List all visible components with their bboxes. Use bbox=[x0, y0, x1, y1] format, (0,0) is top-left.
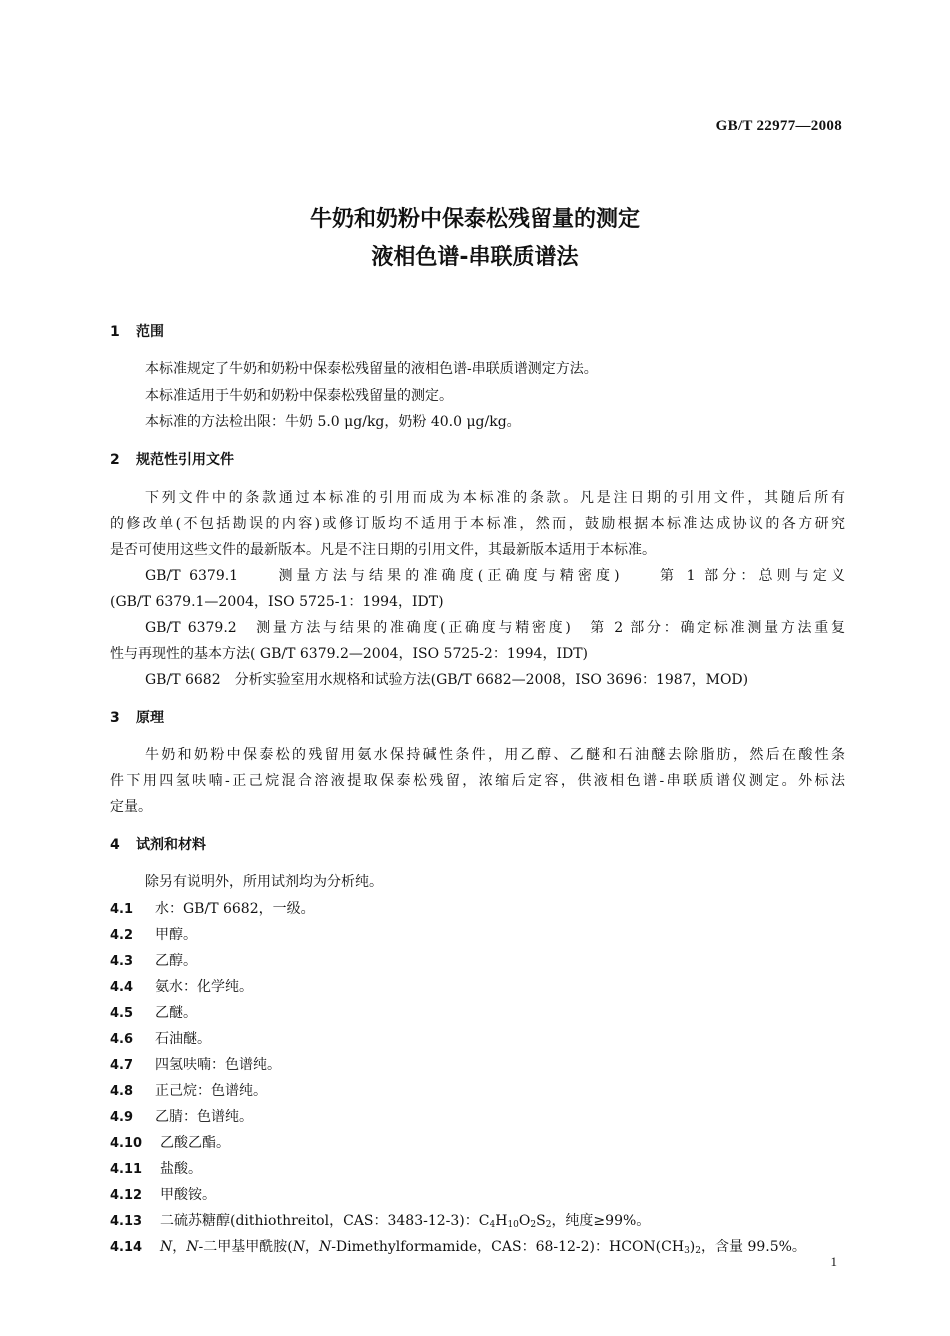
list-item bbox=[110, 950, 197, 970]
paragraph-line: 牛奶和奶粉中保泰松的残留用氨水保持碱性条件，用乙醇、乙醚和石油醚去除脂肪，然后在酸性条 bbox=[145, 747, 845, 763]
list-item bbox=[110, 924, 197, 944]
paragraph-line: 是否可使用这些文件的最新版本。凡是不注日期的引用文件，其最新版本适用于本标准。 bbox=[110, 542, 656, 558]
item-number: 4.6 bbox=[110, 1032, 134, 1047]
section-number: 2 bbox=[110, 452, 120, 468]
list-item bbox=[110, 1210, 650, 1230]
item-number: 4.14 bbox=[110, 1240, 143, 1255]
paragraph-line: 件下用四氢呋喃-正己烷混合溶液提取保泰松残留，浓缩后定容，供液相色谱-串联质谱仪测定。外标法 bbox=[110, 773, 845, 789]
item-number: 4.13 bbox=[110, 1214, 143, 1229]
item-text: 二硫苏糖醇(dithiothreitol，CAS：3483-12-3)：$C_4H_{10}O_2S_2$，纯度≥99%。 bbox=[160, 1213, 651, 1230]
item-text: 盐酸。 bbox=[160, 1161, 202, 1177]
item-text: 乙腈：色谱纯。 bbox=[155, 1109, 253, 1125]
item-text: 石油醚。 bbox=[155, 1031, 211, 1047]
list-item bbox=[110, 1080, 267, 1100]
page-number: 1 bbox=[830, 1254, 837, 1269]
section-3-heading bbox=[110, 707, 164, 727]
item-number: 4.1 bbox=[110, 902, 134, 917]
list-item bbox=[110, 1132, 230, 1152]
section-2-heading bbox=[110, 449, 234, 469]
list-item bbox=[110, 1028, 211, 1048]
section-number: 1 bbox=[110, 324, 120, 340]
paragraph: 本标准的方法检出限：牛奶 5.0 μg/kg，奶粉 40.0 μg/kg。 bbox=[145, 414, 521, 430]
standard-code: GB/T 22977—2008 bbox=[715, 118, 842, 134]
item-text: 四氢呋喃：色谱纯。 bbox=[155, 1057, 281, 1073]
document-title-line2: 液相色谱-串联质谱法 bbox=[371, 245, 579, 270]
list-item bbox=[110, 1236, 806, 1256]
item-number: 4.9 bbox=[110, 1110, 134, 1125]
reference-entry: GB/T 6682 分析实验室用水规格和试验方法(GB/T 6682—2008，ISO 3696：1987，MOD) bbox=[145, 672, 749, 688]
item-number: 4.8 bbox=[110, 1084, 134, 1099]
section-1-heading bbox=[110, 321, 164, 341]
section-title: 原理 bbox=[136, 710, 164, 726]
item-text: 甲醇。 bbox=[155, 927, 197, 943]
paragraph: 本标准规定了牛奶和奶粉中保泰松残留量的液相色谱-串联质谱测定方法。 bbox=[145, 361, 598, 377]
reference-entry-cont: (GB/T 6379.1—2004，ISO 5725-1：1994，IDT) bbox=[110, 594, 444, 610]
paragraph-line: 下列文件中的条款通过本标准的引用而成为本标准的条款。凡是注日期的引用文件，其随后所有 bbox=[145, 490, 845, 506]
item-number: 4.2 bbox=[110, 928, 134, 943]
paragraph-line: 定量。 bbox=[110, 799, 152, 815]
list-item bbox=[110, 1184, 216, 1204]
section-number: 3 bbox=[110, 710, 120, 726]
list-item bbox=[110, 1002, 197, 1022]
section-title: 范围 bbox=[136, 324, 164, 340]
item-text: 正己烷：色谱纯。 bbox=[155, 1083, 267, 1099]
list-item bbox=[110, 898, 315, 918]
paragraph: 除另有说明外，所用试剂均为分析纯。 bbox=[145, 874, 383, 890]
item-text: 乙醚。 bbox=[155, 1005, 197, 1021]
item-text: 水：GB/T 6682，一级。 bbox=[155, 901, 315, 917]
item-number: 4.7 bbox=[110, 1058, 134, 1073]
section-title: 规范性引用文件 bbox=[136, 452, 234, 468]
item-number: 4.12 bbox=[110, 1188, 143, 1203]
section-title: 试剂和材料 bbox=[136, 837, 206, 853]
list-item bbox=[110, 976, 253, 996]
item-text: 甲酸铵。 bbox=[160, 1187, 216, 1203]
item-number: 4.3 bbox=[110, 954, 134, 969]
item-text: N，N-二甲基甲酰胺(N，N-Dimethylformamide，CAS：68-12-2)：$HCON(CH_3)_2$，含量 99.5%。 bbox=[160, 1239, 806, 1256]
list-item bbox=[110, 1054, 281, 1074]
item-number: 4.5 bbox=[110, 1006, 134, 1021]
reference-entry-cont: 性与再现性的基本方法( GB/T 6379.2—2004，ISO 5725-2：1994，IDT) bbox=[110, 646, 589, 662]
section-number: 4 bbox=[110, 837, 120, 853]
item-text: 乙酸乙酯。 bbox=[160, 1135, 230, 1151]
item-text: 乙醇。 bbox=[155, 953, 197, 969]
list-item bbox=[110, 1158, 202, 1178]
paragraph-line: 的修改单(不包括勘误的内容)或修订版均不适用于本标准，然而，鼓励根据本标准达成协议的各方研究 bbox=[110, 516, 845, 532]
item-number: 4.10 bbox=[110, 1136, 143, 1151]
item-text: 氨水：化学纯。 bbox=[155, 979, 253, 995]
list-item bbox=[110, 1106, 253, 1126]
reference-entry: GB/T 6379.2 测量方法与结果的准确度(正确度与精密度) 第 2 部分：确定标准测量方法重复 bbox=[145, 620, 845, 636]
item-number: 4.4 bbox=[110, 980, 134, 995]
document-title-line1: 牛奶和奶粉中保泰松残留量的测定 bbox=[309, 207, 640, 232]
item-number: 4.11 bbox=[110, 1162, 143, 1177]
reference-entry: GB/T 6379.1 测量方法与结果的准确度(正确度与精密度) 第 1 部分：总则与定义 bbox=[145, 568, 845, 584]
section-4-heading bbox=[110, 834, 206, 854]
paragraph: 本标准适用于牛奶和奶粉中保泰松残留量的测定。 bbox=[145, 388, 453, 404]
